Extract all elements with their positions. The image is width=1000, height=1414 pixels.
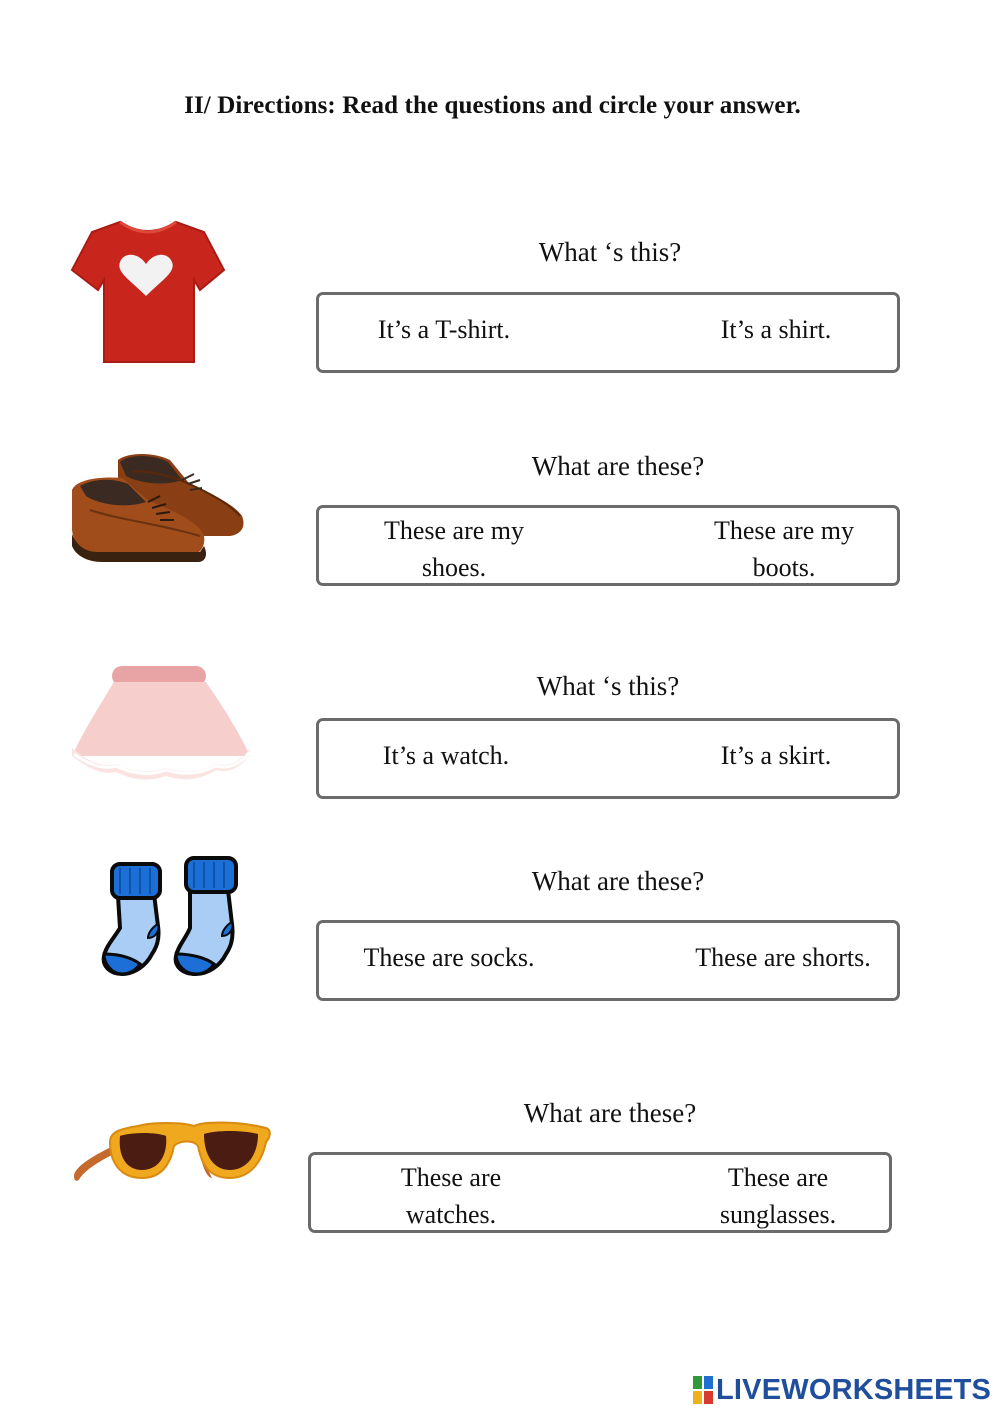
t-shirt-icon [70,218,226,366]
answer-box-2 [316,505,900,586]
question-2: What are these? [531,451,705,481]
option-a[interactable]: These are my shoes. [383,516,525,582]
option-b[interactable]: It’s a shirt. [720,315,832,344]
page-title: II/ Directions: Read the questions and circle your answer. [184,92,801,119]
socks-icon [100,854,244,982]
option-b[interactable]: These are sunglasses. [719,1163,837,1229]
question-4: What are these? [531,866,705,896]
question-5: What are these? [523,1098,697,1128]
answer-box-1 [316,292,900,373]
logo-text: LIVEWORKSHEETS [716,1373,992,1406]
logo-mark-icon [693,1376,713,1404]
option-a[interactable]: These are socks. [363,943,535,972]
option-b[interactable]: These are shorts. [695,943,871,972]
option-a[interactable]: It’s a T-shirt. [377,315,511,344]
option-b[interactable]: It’s a skirt. [720,741,832,770]
option-a[interactable]: These are watches. [400,1163,502,1229]
question-3: What ‘s this? [536,671,680,701]
sunglasses-icon [70,1118,272,1182]
shoes-icon [70,450,248,574]
option-a[interactable]: It’s a watch. [382,741,510,770]
option-b[interactable]: These are my boots. [713,516,855,582]
answer-box-3 [316,718,900,799]
liveworksheets-logo[interactable] [693,1374,991,1406]
answer-box-5 [308,1152,892,1233]
question-1: What ‘s this? [538,237,682,267]
skirt-icon [70,664,252,784]
answer-box-4 [316,920,900,1001]
